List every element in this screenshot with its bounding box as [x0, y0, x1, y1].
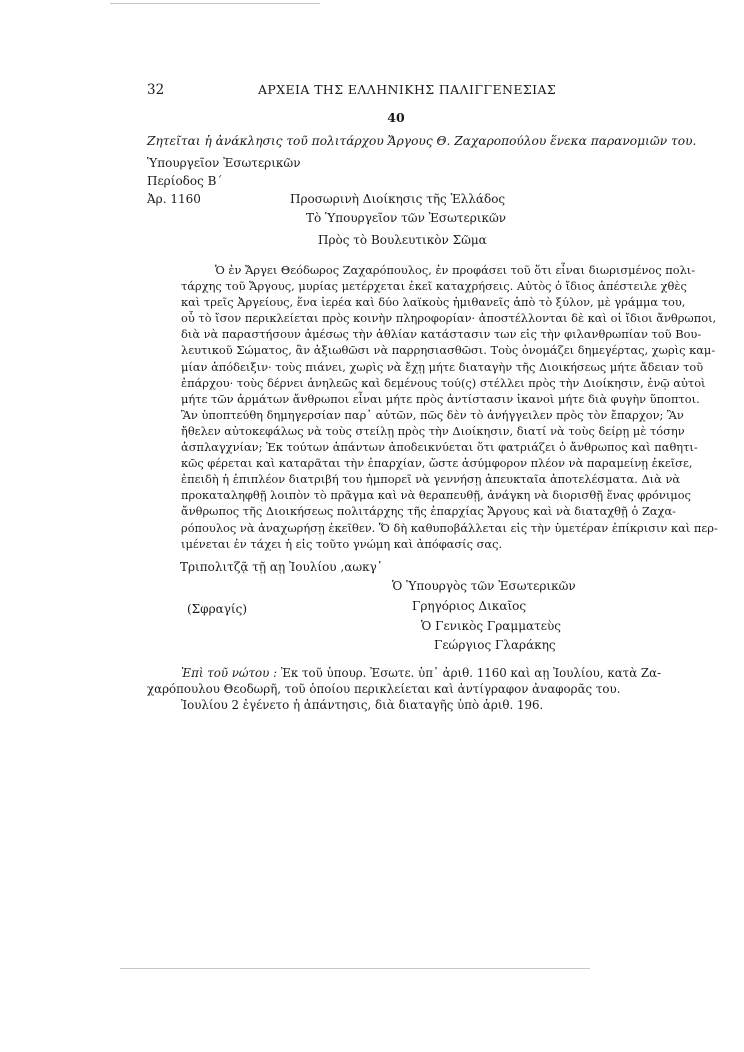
- body-line: προκαταληφθῇ λοιπὸν τὸ πρᾶγμα καὶ νὰ θεραπευθῇ, ἀνάγκη νὰ διορισθῇ ἕνας φρόνιμος: [181, 488, 691, 503]
- body-line: ἀσπλαγχνίαν; Ἐκ τούτων ἁπάντων ἀποδεικνύεται ὅτι φατριάζει ὁ ἄνθρωπος καὶ παθητι-: [181, 440, 698, 455]
- body-line: λευτικοῦ Σώματος, ἂν ἀξιωθῶσι νὰ παρρησιασθῶσι. Τοὺς ὀνομάζει δημεγέρτας, χωρὶς καμ-: [181, 343, 716, 358]
- endorsement-line: Ἰουλίου 2 ἐγένετο ἡ ἀπάντησις, διὰ διαταγῆς ὑπὸ ἀριθ. 196.: [181, 698, 544, 713]
- body-line: Ἂν ὑποπτεύθη δημηγερσίαν παρ᾽ αὐτῶν, πῶς δὲν τὸ ἀνήγγειλεν πρὸς τὸν ἔπαρχον; Ἂν: [181, 407, 684, 422]
- recipient-line: Πρὸς τὸ Βουλευτικὸν Σῶμα: [318, 233, 487, 247]
- body-line: ἐπειδὴ ἡ ἐπιπλέον διατριβή του ἠμπορεῖ νὰ γεννήσῃ ἀπευκταῖα ἀποτελέσματα. Διὰ νὰ: [181, 472, 681, 487]
- document-summary: Ζητεῖται ἡ ἀνάκλησις τοῦ πολιτάρχου Ἄργους Θ. Ζαχαροπούλου ἕνεκα παρανομιῶν του.: [147, 134, 697, 148]
- signatory-2-title: Ὁ Γενικὸς Γραμματεὺς: [421, 619, 561, 633]
- endorsement-line: [147, 665, 662, 681]
- body-line: διὰ νὰ παραστήσουν ἀμέσως τὴν ἀθλίαν κατάστασιν των εἰς τὴν φιλανθρωπίαν τοῦ Βου-: [181, 327, 702, 342]
- endorsement-text-1: Ἐκ τοῦ ὑπουρ. Ἐσωτε. ὑπ᾽ ἀριθ. 1160 καὶ αῃ Ἰουλίου, κατὰ Ζα-: [280, 666, 662, 680]
- body-line: ἄνθρωπος τῆς Διοικήσεως πολιτάρχης τῆς ἐπαρχίας Ἄργους καὶ νὰ διαταχθῇ ὁ Ζαχα-: [181, 504, 676, 519]
- endorsement-note: [147, 665, 662, 714]
- issuer-line-2: Τὸ Ὑπουργεῖον τῶν Ἐσωτερικῶν: [306, 211, 507, 225]
- body-line: ἐπάρχου· τοὺς δέρνει ἀνηλεῶς καὶ δεμένους τού(ς) στέλλει πρὸς τὴν Διοίκησιν, ἐνῷ αὐτοὶ: [181, 375, 706, 390]
- scan-edge-bottom: [120, 968, 590, 969]
- running-title: ΑΡΧΕΙΑ ΤΗΣ ΕΛΛΗΝΙΚΗΣ ΠΑΛΙΓΓΕΝΕΣΙΑΣ: [258, 82, 557, 97]
- letter-body: [147, 262, 718, 552]
- body-line: τάρχης τοῦ Ἄργους, μυρίας μετέρχεται ἐκεῖ καταχρήσεις. Αὐτὸς ὁ ἴδιος ἀπέστειλε χθὲς: [181, 279, 687, 294]
- body-line: καὶ τρεῖς Ἀργείους, ἕνα ἱερέα καὶ δύο λαϊκοὺς ἡμιθανεῖς ἀπὸ τὸ ξύλον, μὲ γράμμα του,: [181, 295, 686, 310]
- ministry-label: Ὑπουργεῖον Ἐσωτερικῶν: [147, 156, 301, 170]
- body-line: Ὁ ἐν Ἄργει Θεόδωρος Ζαχαρόπουλος, ἐν προφάσει τοῦ ὅτι εἶναι διωρισμένος πολι-: [215, 263, 696, 277]
- document-number: 40: [387, 110, 405, 125]
- place-date: Τριπολιτζᾷ τῇ αῃ Ἰουλίου ,αωκγ῾: [180, 560, 383, 574]
- body-line: οὗ τὸ ἴσον περικλείεται πρὸς κοινὴν πληροφορίαν· ἀποστέλλονται δὲ καὶ οἱ ἴδιοι ἄνθρωποι,: [181, 311, 717, 326]
- body-line: μήτε τῶν ἁρμάτων ἄνθρωποι εἶναι μήτε πρὸς ἀντίστασιν ἱκανοὶ μήτε διὰ φυγὴν ὕποπτοι.: [181, 391, 700, 406]
- signatory-2-name: Γεώργιος Γλαράκης: [434, 638, 556, 652]
- body-line: κῶς φέρεται καὶ καταρᾶται τὴν ἐπαρχίαν, ὥστε ἀσύμφορον πλέον νὰ παραμείνῃ ἐκεῖσε,: [181, 456, 693, 471]
- page-number: 32: [147, 82, 165, 98]
- seal-label: (Σφραγίς): [187, 602, 248, 616]
- protocol-number: Ἀρ. 1160: [147, 192, 201, 206]
- endorsement-line: χαρόπουλου Θεοδωρῆ, τοῦ ὁποίου περικλείεται καὶ ἀντίγραφον ἀναφορᾶς του.: [147, 682, 621, 697]
- issuer-line-1: Προσωρινὴ Διοίκησις τῆς Ἑλλάδος: [290, 192, 506, 206]
- endorsement-label: Ἐπὶ τοῦ νώτου :: [181, 666, 278, 680]
- signatory-1-title: Ὁ Ὑπουργὸς τῶν Ἐσωτερικῶν: [392, 579, 576, 593]
- signatory-1-name: Γρηγόριος Δικαῖος: [412, 599, 527, 613]
- scan-edge-top: [110, 3, 320, 4]
- body-line: ἤθελεν αὐτοκεφάλως νὰ τοὺς στείλῃ πρὸς τὴν Διοίκησιν, διατί νὰ τοὺς δείρῃ μὲ τόσην: [181, 423, 685, 438]
- body-paragraph: [147, 262, 718, 552]
- period-label: Περίοδος Β΄: [147, 174, 223, 188]
- body-line: ρόπουλος νὰ ἀναχωρήσῃ ἐκεῖθεν. Ὅ δὴ καθυποβάλλεται εἰς τὴν ὑμετέραν ἐπίκρισιν καὶ περ-: [181, 520, 718, 535]
- body-line: μίαν ἀπόδειξιν· τοὺς πιάνει, χωρὶς νὰ ἔχῃ μήτε διαταγὴν τῆς Διοικήσεως μήτε ἄδειαν τοῦ: [181, 359, 704, 374]
- body-line: ιμένεται ἐν τάχει ἡ εἰς τοῦτο γνώμη καὶ ἀπόφασίς σας.: [181, 536, 503, 551]
